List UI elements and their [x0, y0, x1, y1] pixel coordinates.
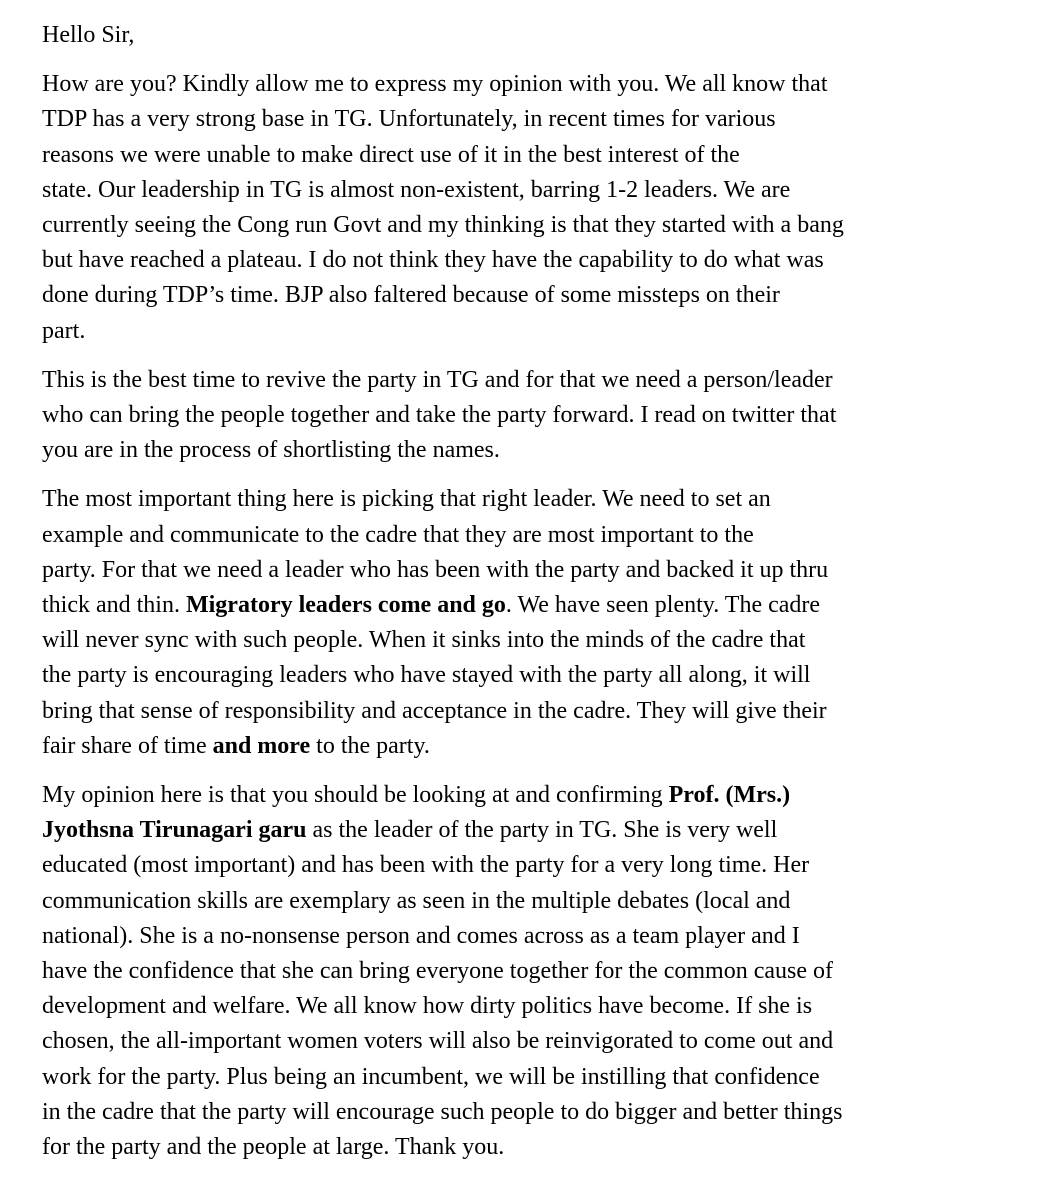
- text-segment: state. Our leadership in TG is almost non-existent, barring 1-2 leaders. We are: [42, 176, 791, 203]
- text-segment: educated (most important) and has been with the party for a very long time. Her: [42, 852, 810, 879]
- text-line: [42, 518, 1002, 553]
- text-segment: This is the best time to revive the party in TG and for that we need a person/leader: [42, 366, 833, 393]
- text-segment: development and welfare. We all know how dirty politics have become. If she is: [42, 993, 813, 1020]
- text-line: [42, 363, 1002, 398]
- text-line: [42, 729, 1002, 764]
- text-line: [42, 848, 1002, 883]
- text-segment: bring that sense of responsibility and acceptance in the cadre. They will give their: [42, 697, 827, 724]
- text-segment: The most important thing here is picking that right leader. We need to set an: [42, 486, 771, 513]
- text-line: [42, 1060, 1002, 1095]
- text-segment: but have reached a plateau. I do not think they have the capability to do what was: [42, 247, 824, 274]
- text-segment: for the party and the people at large. Thank you.: [42, 1134, 505, 1161]
- text-segment: have the confidence that she can bring everyone together for the common cause of: [42, 958, 834, 985]
- text-line: [42, 1024, 1002, 1059]
- text-line: [42, 433, 1002, 468]
- bold-text: Migratory leaders come and go: [185, 592, 506, 619]
- text-segment: as the leader of the party in TG. She is very well: [306, 817, 778, 844]
- text-line: [42, 919, 1002, 954]
- text-segment: chosen, the all-important women voters will also be reinvigorated to come out and: [42, 1028, 834, 1055]
- text-segment: currently seeing the Cong run Govt and my thinking is that they started with a bang: [42, 212, 844, 239]
- text-line: [42, 954, 1002, 989]
- text-segment: will never sync with such people. When it sinks into the minds of the cadre that: [42, 627, 806, 654]
- text-segment: work for the party. Plus being an incumbent, we will be instilling that confidence: [42, 1063, 820, 1090]
- paragraph-1: [42, 67, 1002, 349]
- text-segment: example and communicate to the cadre that they are most important to the: [42, 521, 754, 548]
- text-line: [42, 658, 1002, 693]
- text-line: [42, 398, 1002, 433]
- text-segment: communication skills are exemplary as seen in the multiple debates (local and: [42, 887, 791, 914]
- text-segment: you are in the process of shortlisting the names.: [42, 437, 500, 464]
- paragraph-gap: [42, 53, 1002, 67]
- text-line: [42, 173, 1002, 208]
- text-line: [42, 623, 1002, 658]
- text-segment: done during TDP’s time. BJP also faltered because of some missteps on their: [42, 282, 780, 309]
- paragraph-gap: [42, 764, 1002, 778]
- text-segment: TDP has a very strong base in TG. Unfortunately, in recent times for various: [42, 106, 776, 133]
- paragraph-gap: [42, 349, 1002, 363]
- letter-body: [42, 18, 1002, 1165]
- text-segment: national). She is a no-nonsense person and comes across as a team player and I: [42, 922, 800, 949]
- text-line: [42, 813, 1002, 848]
- text-line: [42, 1130, 1002, 1165]
- text-line: [42, 553, 1002, 588]
- text-segment: in the cadre that the party will encourage such people to do bigger and better things: [42, 1098, 843, 1125]
- text-segment: party. For that we need a leader who has been with the party and backed it up thru: [42, 556, 829, 583]
- text-line: [42, 778, 1002, 813]
- text-segment: the party is encouraging leaders who have stayed with the party all along, it will: [42, 662, 811, 689]
- text-line: [42, 1095, 1002, 1130]
- text-segment: . We have seen plenty. The cadre: [505, 592, 821, 619]
- text-segment: My opinion here is that you should be looking at and confirming: [42, 782, 669, 809]
- text-line: [42, 67, 1002, 102]
- greeting: Hello Sir,: [42, 22, 135, 48]
- paragraph-4: [42, 778, 1002, 1165]
- bold-text: Prof. (Mrs.): [668, 782, 791, 809]
- text-line: [42, 694, 1002, 729]
- paragraph-gap: [42, 468, 1002, 482]
- bold-text: and more: [212, 732, 311, 759]
- paragraph-3: [42, 482, 1002, 764]
- text-segment: to the party.: [310, 732, 430, 759]
- text-line: [42, 314, 1002, 349]
- text-line: [42, 208, 1002, 243]
- paragraphs: [42, 67, 1002, 1165]
- text-line: [42, 138, 1002, 173]
- bold-text: Jyothsna Tirunagari garu: [42, 817, 307, 844]
- text-line: [42, 884, 1002, 919]
- text-line: [42, 989, 1002, 1024]
- text-line: [42, 588, 1002, 623]
- text-segment: reasons we were unable to make direct use of it in the best interest of the: [42, 141, 740, 168]
- text-segment: who can bring the people together and take the party forward. I read on twitter that: [42, 402, 837, 429]
- text-line: [42, 243, 1002, 278]
- text-segment: fair share of time: [42, 732, 213, 759]
- text-line: [42, 102, 1002, 137]
- text-segment: How are you? Kindly allow me to express my opinion with you. We all know that: [42, 71, 828, 98]
- text-segment: part.: [42, 317, 86, 344]
- text-line: [42, 482, 1002, 517]
- text-line: [42, 278, 1002, 313]
- text-segment: thick and thin.: [42, 592, 186, 619]
- paragraph-2: [42, 363, 1002, 469]
